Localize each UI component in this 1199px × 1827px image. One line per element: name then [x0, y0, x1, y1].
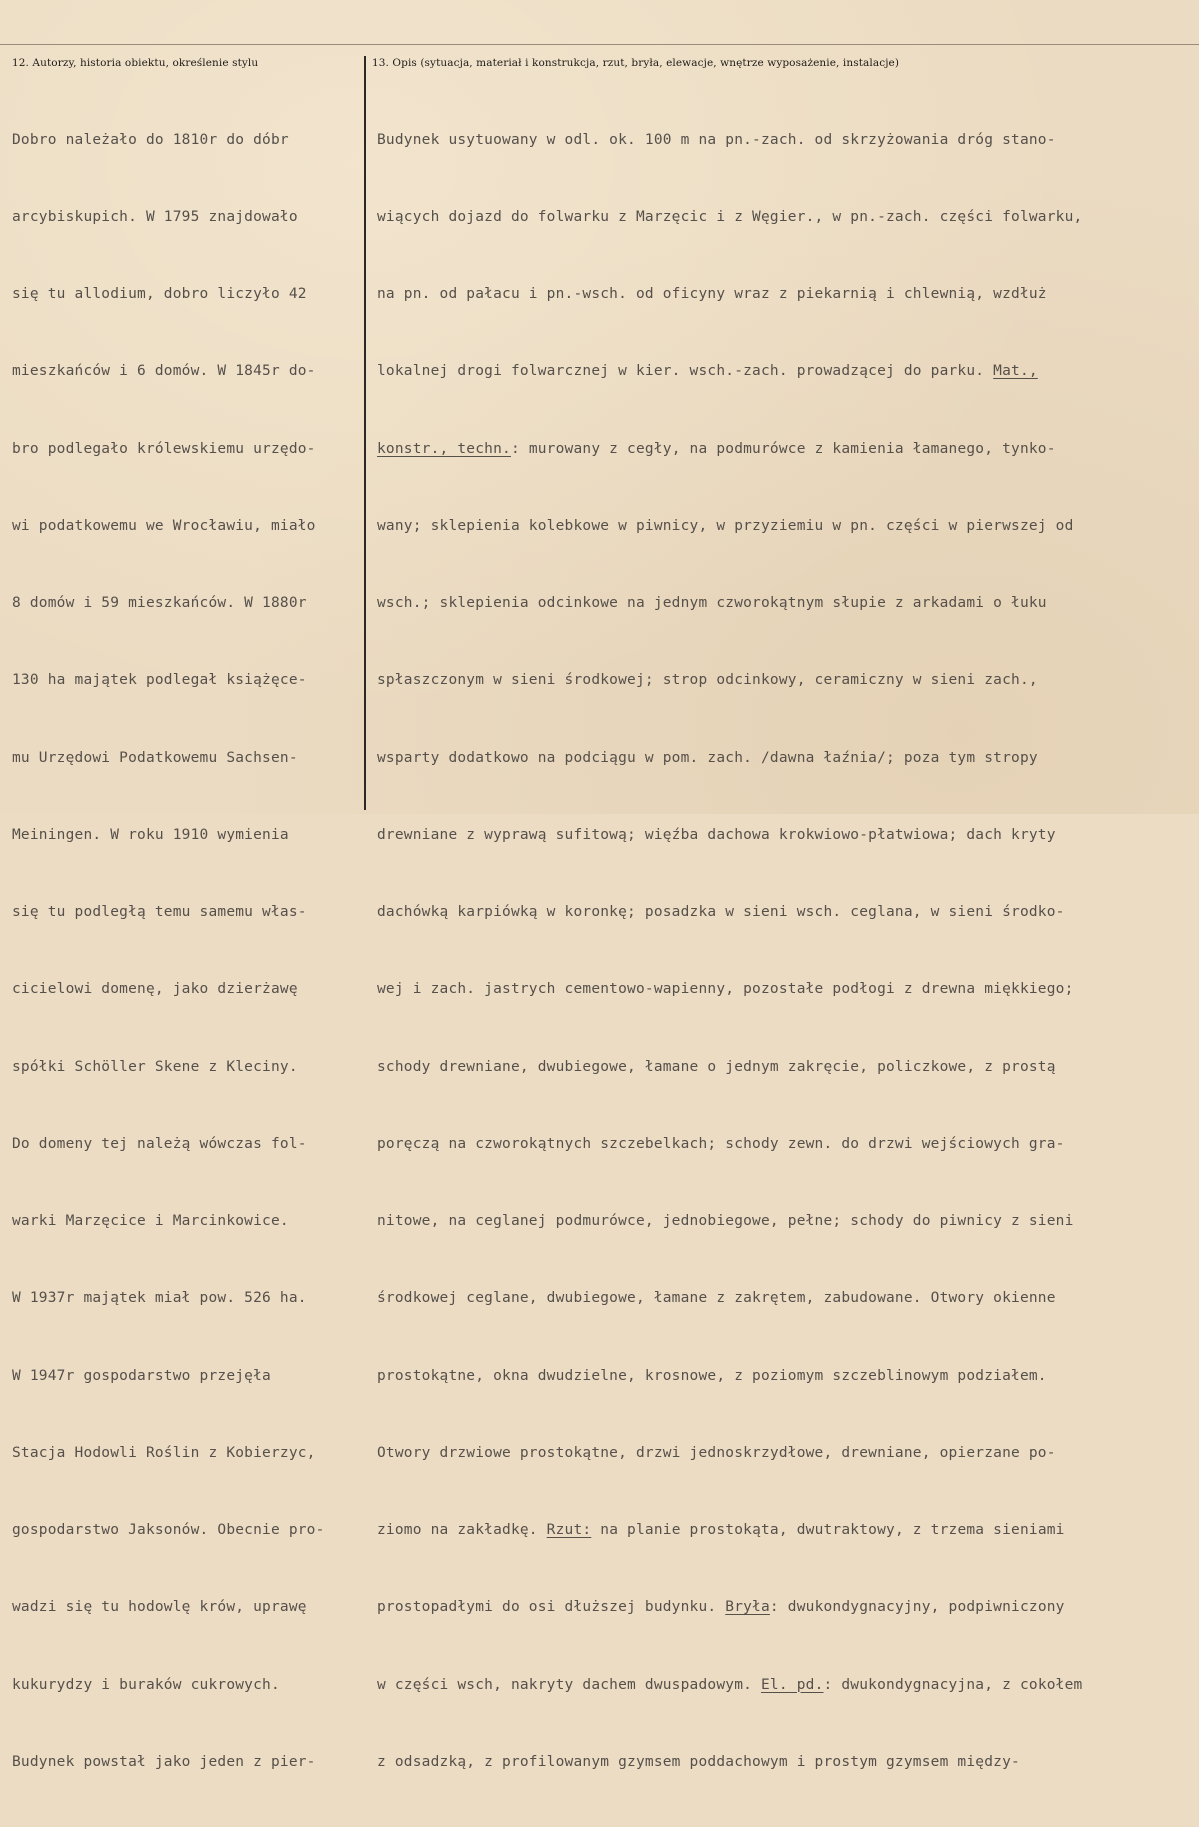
description-line: schody drewniane, dwubiegowe, łamane o jednym zakręcie, policzkowe, z prostą: [377, 1058, 1056, 1075]
description-line: środkowej ceglane, dwubiegowe, łamane z zakrętem, zabudowane. Otwory okienne: [377, 1290, 1056, 1307]
history-text: [12, 76, 360, 1827]
column-divider: [364, 56, 366, 810]
underlined-term: Bryła: [725, 1599, 770, 1616]
underlined-term: Mat.,: [993, 363, 1038, 380]
section-13-header: 13. Opis (sytuacja, materiał i konstrukcja, rzut, bryła, elewacje, wnętrze wyposażenie, instalacje): [372, 57, 900, 69]
history-line: mu Urzędowi Podatkowemu Sachsen-: [12, 749, 298, 766]
history-line: wi podatkowemu we Wrocławiu, miało: [12, 517, 316, 534]
description-line: wsparty dodatkowo na podciągu w pom. zach. /dawna łaźnia/; poza tym stropy: [377, 749, 1038, 766]
underlined-term: El. pd.: [760, 1676, 824, 1693]
history-line: Meiningen. W roku 1910 wymienia: [12, 826, 289, 843]
history-line: Stacja Hodowli Roślin z Kobierzyc,: [12, 1444, 316, 1461]
description-line: ziomo na zakładkę. Rzut: na planie prostokąta, dwutraktowy, z trzema sieniami: [377, 1522, 1065, 1538]
description-line: nitowe, na ceglanej podmurówce, jednobiegowe, pełne; schody do piwnicy z sieni: [377, 1213, 1074, 1229]
description-line: wsch.; sklepienia odcinkowe na jednym czworokątnym słupie z arkadami o łuku: [377, 595, 1047, 611]
history-line: Budynek powstał jako jeden z pier-: [12, 1753, 316, 1770]
history-line: W 1947r gospodarstwo przejęła: [12, 1367, 271, 1384]
history-line: 130 ha majątek podlegał książęce-: [12, 672, 307, 689]
description-line: na pn. od pałacu i pn.-wsch. od oficyny wraz z piekarnią i chlewnią, wzdłuż: [377, 286, 1047, 302]
description-line: konstr., techn.: murowany z cegły, na podmurówce z kamienia łamanego, tynko-: [377, 440, 1056, 457]
history-line: spółki Schöller Skene z Kleciny.: [12, 1058, 298, 1075]
history-line: bro podlegało królewskiemu urzędo-: [12, 440, 316, 457]
history-line: wadzi się tu hodowlę krów, uprawę: [12, 1599, 307, 1616]
description-line: Otwory drzwiowe prostokątne, drzwi jednoskrzydłowe, drewniane, opierzane po-: [377, 1444, 1056, 1461]
history-line: Do domeny tej należą wówczas fol-: [12, 1135, 307, 1152]
description-line: dachówką karpiówką w koronkę; posadzka w sieni wsch. ceglana, w sieni środko-: [377, 904, 1065, 920]
history-line: gospodarstwo Jaksonów. Obecnie pro-: [12, 1522, 325, 1538]
description-line: wiących dojazd do folwarku z Marzęcic i z Węgier., w pn.-zach. części folwarku,: [377, 208, 1083, 225]
section-12-header: 12. Autorzy, historia obiektu, określenie stylu: [12, 57, 259, 69]
description-line: wany; sklepienia kolebkowe w piwnicy, w przyziemiu w pn. części w pierwszej od: [377, 517, 1074, 534]
history-line: 8 domów i 59 mieszkańców. W 1880r: [12, 595, 307, 611]
history-line: mieszkańców i 6 domów. W 1845r do-: [12, 363, 316, 380]
description-line: Budynek usytuowany w odl. ok. 100 m na pn.-zach. od skrzyżowania dróg stano-: [377, 131, 1056, 148]
underlined-term: Rzut:: [546, 1522, 592, 1538]
history-line: warki Marzęcice i Marcinkowice.: [12, 1213, 289, 1229]
description-line: prostokątne, okna dwudzielne, krosnowe, z poziomym szczeblinowym podziałem.: [377, 1367, 1047, 1384]
history-line: Dobro należało do 1810r do dóbr: [12, 131, 289, 148]
description-line: w części wsch, nakryty dachem dwuspadowym. El. pd.: dwukondygnacyjna, z cokołem: [377, 1676, 1083, 1693]
description-line: drewniane z wyprawą sufitową; więźba dachowa krokwiowo-płatwiowa; dach kryty: [377, 826, 1056, 843]
history-line: kukurydzy i buraków cukrowych.: [12, 1676, 280, 1693]
history-line: się tu podległą temu samemu włas-: [12, 904, 307, 920]
underlined-term: konstr., techn.: [377, 440, 511, 457]
description-text: [377, 76, 1192, 1827]
description-line: prostopadłymi do osi dłuższej budynku. Bryła: dwukondygnacyjny, podpiwniczony: [377, 1599, 1065, 1616]
history-line: cicielowi domenę, jako dzierżawę: [12, 981, 298, 998]
history-line: W 1937r majątek miał pow. 526 ha.: [12, 1290, 307, 1307]
description-line: wej i zach. jastrych cementowo-wapienny, pozostałe podłogi z drewna miękkiego;: [377, 981, 1074, 998]
top-rule: [0, 44, 1199, 45]
description-line: lokalnej drogi folwarcznej w kier. wsch.-zach. prowadzącej do parku. Mat.,: [377, 363, 1038, 380]
description-line: poręczą na czworokątnych szczebelkach; schody zewn. do drzwi wejściowych gra-: [377, 1135, 1065, 1152]
description-line: spłaszczonym w sieni środkowej; strop odcinkowy, ceramiczny w sieni zach.,: [377, 672, 1038, 689]
description-line: z odsadzką, z profilowanym gzymsem poddachowym i prostym gzymsem między-: [377, 1753, 1020, 1770]
history-line: się tu allodium, dobro liczyło 42: [12, 286, 307, 302]
history-line: arcybiskupich. W 1795 znajdowało: [12, 208, 298, 225]
